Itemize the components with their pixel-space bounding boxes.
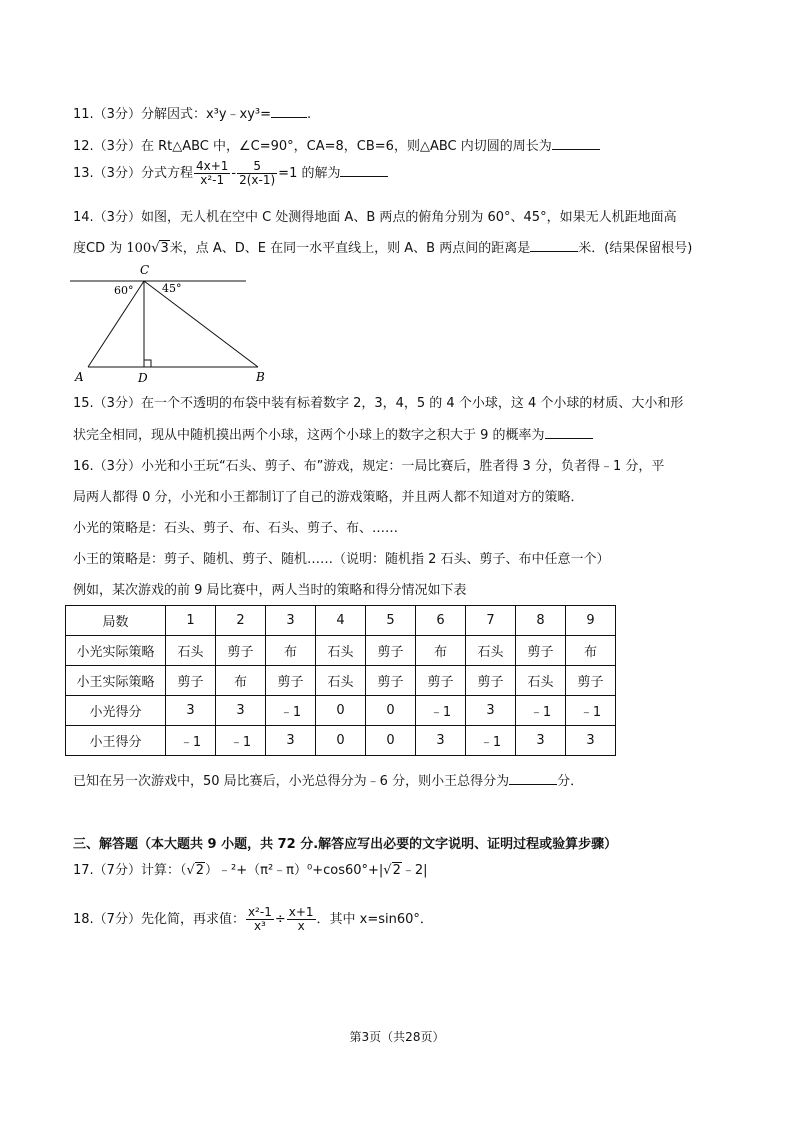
score-table-body [66, 606, 616, 756]
table-cell: 4 [316, 606, 366, 636]
question-16-line2 [73, 489, 584, 507]
q18-div: ÷ [274, 912, 286, 927]
q13-f2-num: 5 [237, 160, 277, 174]
q11-text: 11.（3分）分解因式：x³y﹣xy³= [73, 107, 272, 122]
question-13 [73, 160, 388, 187]
table-cell: 3 [266, 726, 316, 756]
label-d: D [138, 371, 148, 385]
q14-sqrt: √3 [151, 241, 169, 256]
q15-blank [545, 425, 593, 439]
table-cell: ﹣1 [566, 696, 616, 726]
table-cell: 0 [366, 696, 416, 726]
table-cell: 石头 [166, 636, 216, 666]
question-16-line5 [73, 582, 467, 600]
question-17 [73, 862, 428, 880]
table-cell: 5 [366, 606, 416, 636]
q17-a: 17.（7分）计算：（ [73, 863, 187, 878]
table-cell: 剪子 [266, 666, 316, 696]
table-cell: ﹣1 [166, 726, 216, 756]
table-cell: 布 [266, 636, 316, 666]
q16-line2: 局两人都得 0 分，小光和小王都制订了自己的游戏策略，并且两人都不知道对方的策略． [73, 490, 584, 505]
q11-blank [271, 104, 307, 118]
q16-line6b: 分． [557, 774, 584, 789]
table-row [66, 636, 616, 666]
table-cell: 剪子 [466, 666, 516, 696]
table-row-header: 小光得分 [66, 696, 166, 726]
q14-line2b: 米，点 A、D、E 在同一水平直线上，则 A、B 两点间的距离是 [169, 241, 531, 256]
table-cell: ﹣1 [516, 696, 566, 726]
table-cell: 8 [516, 606, 566, 636]
q16-line1: 16.（3分）小光和小王玩“石头、剪子、布”游戏，规定：一局比赛后，胜者得 3 分，负者得﹣1 分，平 [73, 459, 665, 474]
table-cell: 9 [566, 606, 616, 636]
table-cell: 剪子 [416, 666, 466, 696]
table-row-header: 小王实际策略 [66, 666, 166, 696]
q17-sqrt-1: √2 [186, 863, 205, 878]
q13-f2-den: 2(x-1) [239, 173, 276, 187]
q18-fraction-2 [287, 906, 316, 933]
table-cell: ﹣1 [416, 696, 466, 726]
table-cell: 3 [516, 726, 566, 756]
q13-minus: - [231, 166, 237, 181]
q18-f2-den: x [297, 919, 305, 933]
q14-line1: 14.（3分）如图，无人机在空中 C 处测得地面 A、B 两点的俯角分别为 60°、45°，如果无人机距地面高 [73, 210, 677, 225]
q17-c: ﹣2| [401, 863, 428, 878]
table-cell: 0 [316, 726, 366, 756]
question-14-line2 [73, 238, 692, 258]
label-a: A [75, 370, 84, 384]
q14-line2c: 米．(结果保留根号) [578, 241, 693, 256]
table-row-header: 局数 [66, 606, 166, 636]
table-cell: 3 [566, 726, 616, 756]
table-cell: 石头 [316, 636, 366, 666]
q14-line2a: 度CD 为 [73, 241, 127, 256]
table-row-header: 小王得分 [66, 726, 166, 756]
drone-figure [70, 260, 265, 385]
table-cell: 2 [216, 606, 266, 636]
table-row [66, 606, 616, 636]
table-cell: 石头 [466, 636, 516, 666]
label-angle-45: 45° [162, 282, 182, 295]
question-12 [73, 136, 600, 156]
q16-blank [509, 771, 557, 785]
q18-f1-num: x²-1 [247, 905, 272, 919]
table-cell: 剪子 [566, 666, 616, 696]
question-11 [73, 104, 311, 124]
q18-a: 18.（7分）先化简，再求值： [73, 912, 245, 927]
question-16-line6 [73, 771, 583, 791]
table-row [66, 666, 616, 696]
page-footer: 第3页（共28页） [349, 1030, 445, 1044]
section-3-heading: 三、解答题（本大题共 9 小题，共 72 分.解答应写出必要的文字说明、证明过程或验算步骤） [73, 837, 618, 852]
q15-line1: 15.（3分）在一个不透明的布袋中装有标着数字 2，3，4，5 的 4 个小球，这 4 个小球的材质、大小和形 [73, 396, 684, 411]
q18-b: ．其中 x=sin60°． [316, 912, 433, 927]
table-cell: 剪子 [366, 636, 416, 666]
label-b: B [256, 370, 265, 384]
table-cell: 3 [166, 696, 216, 726]
q14-blank [530, 238, 578, 252]
table-cell: 剪子 [216, 636, 266, 666]
q13-blank [340, 163, 388, 177]
q14-radicand: 3 [160, 241, 169, 256]
question-18 [73, 906, 433, 933]
table-cell: 剪子 [516, 636, 566, 666]
question-16-line4 [73, 551, 610, 569]
q17-radicand-1: 2 [195, 863, 205, 878]
table-cell: 3 [466, 696, 516, 726]
q18-f2-num: x+1 [288, 905, 314, 919]
q13-fraction-2 [237, 160, 277, 187]
right-angle-mark [144, 360, 151, 367]
q11-tail: . [307, 107, 312, 122]
table-cell: ﹣1 [216, 726, 266, 756]
q16-line6a: 已知在另一次游戏中，50 局比赛后，小光总得分为﹣6 分，则小王总得分为 [73, 774, 510, 789]
q15-line2: 状完全相同，现从中随机摸出两个小球，这两个小球上的数字之积大于 9 的概率为 [73, 428, 545, 443]
table-cell: 6 [416, 606, 466, 636]
table-row [66, 726, 616, 756]
table-cell: 3 [416, 726, 466, 756]
q18-fraction-1 [246, 906, 274, 933]
q13-eq: =1 的解为 [278, 166, 341, 181]
q13-f1-num: 4x+1 [195, 159, 229, 173]
q12-text: 12.（3分）在 Rt△ABC 中，∠C=90°，CA=8，CB=6，则△ABC 内切圆的周长为 [73, 139, 552, 154]
q13-f1-den: x²-1 [200, 173, 225, 187]
question-14-line1 [73, 209, 677, 227]
q17-b: ）﹣²+（π²﹣π）⁰+cos60°+| [205, 863, 384, 878]
q13-fraction-1 [194, 160, 230, 187]
q17-radicand-2: 2 [392, 863, 401, 878]
table-cell: 布 [416, 636, 466, 666]
table-cell: 石头 [516, 666, 566, 696]
table-cell: 布 [216, 666, 266, 696]
q16-line3: 小光的策略是：石头、剪子、布、石头、剪子、布、…… [73, 521, 399, 536]
table-cell: 0 [366, 726, 416, 756]
table-cell: ﹣1 [266, 696, 316, 726]
q18-f1-den: x³ [253, 919, 266, 933]
table-cell: 布 [566, 636, 616, 666]
q12-blank [552, 136, 600, 150]
table-cell: 7 [466, 606, 516, 636]
table-cell: 石头 [316, 666, 366, 696]
table-cell: 3 [216, 696, 266, 726]
question-15-line1 [73, 395, 683, 413]
question-16-line3 [73, 520, 398, 538]
score-table [65, 605, 616, 756]
q16-line4: 小王的策略是：剪子、随机、剪子、随机……（说明：随机指 2 石头、剪子、布中任意一个） [73, 552, 610, 567]
label-angle-60: 60° [114, 284, 134, 297]
q17-sqrt-2: √2 [383, 863, 401, 878]
table-row-header: 小光实际策略 [66, 636, 166, 666]
q16-line5: 例如，某次游戏的前 9 局比赛中，两人当时的策略和得分情况如下表 [73, 583, 467, 598]
table-cell: 1 [166, 606, 216, 636]
table-cell: 3 [266, 606, 316, 636]
q14-coef: 100 [126, 241, 152, 256]
table-cell: 剪子 [366, 666, 416, 696]
table-cell: 0 [316, 696, 366, 726]
q13-prefix: 13.（3分）分式方程 [73, 166, 193, 181]
label-c: C [140, 263, 150, 277]
table-cell: ﹣1 [466, 726, 516, 756]
question-15-line2 [73, 425, 593, 445]
table-cell: 剪子 [166, 666, 216, 696]
table-row [66, 696, 616, 726]
question-16-line1 [73, 458, 664, 476]
